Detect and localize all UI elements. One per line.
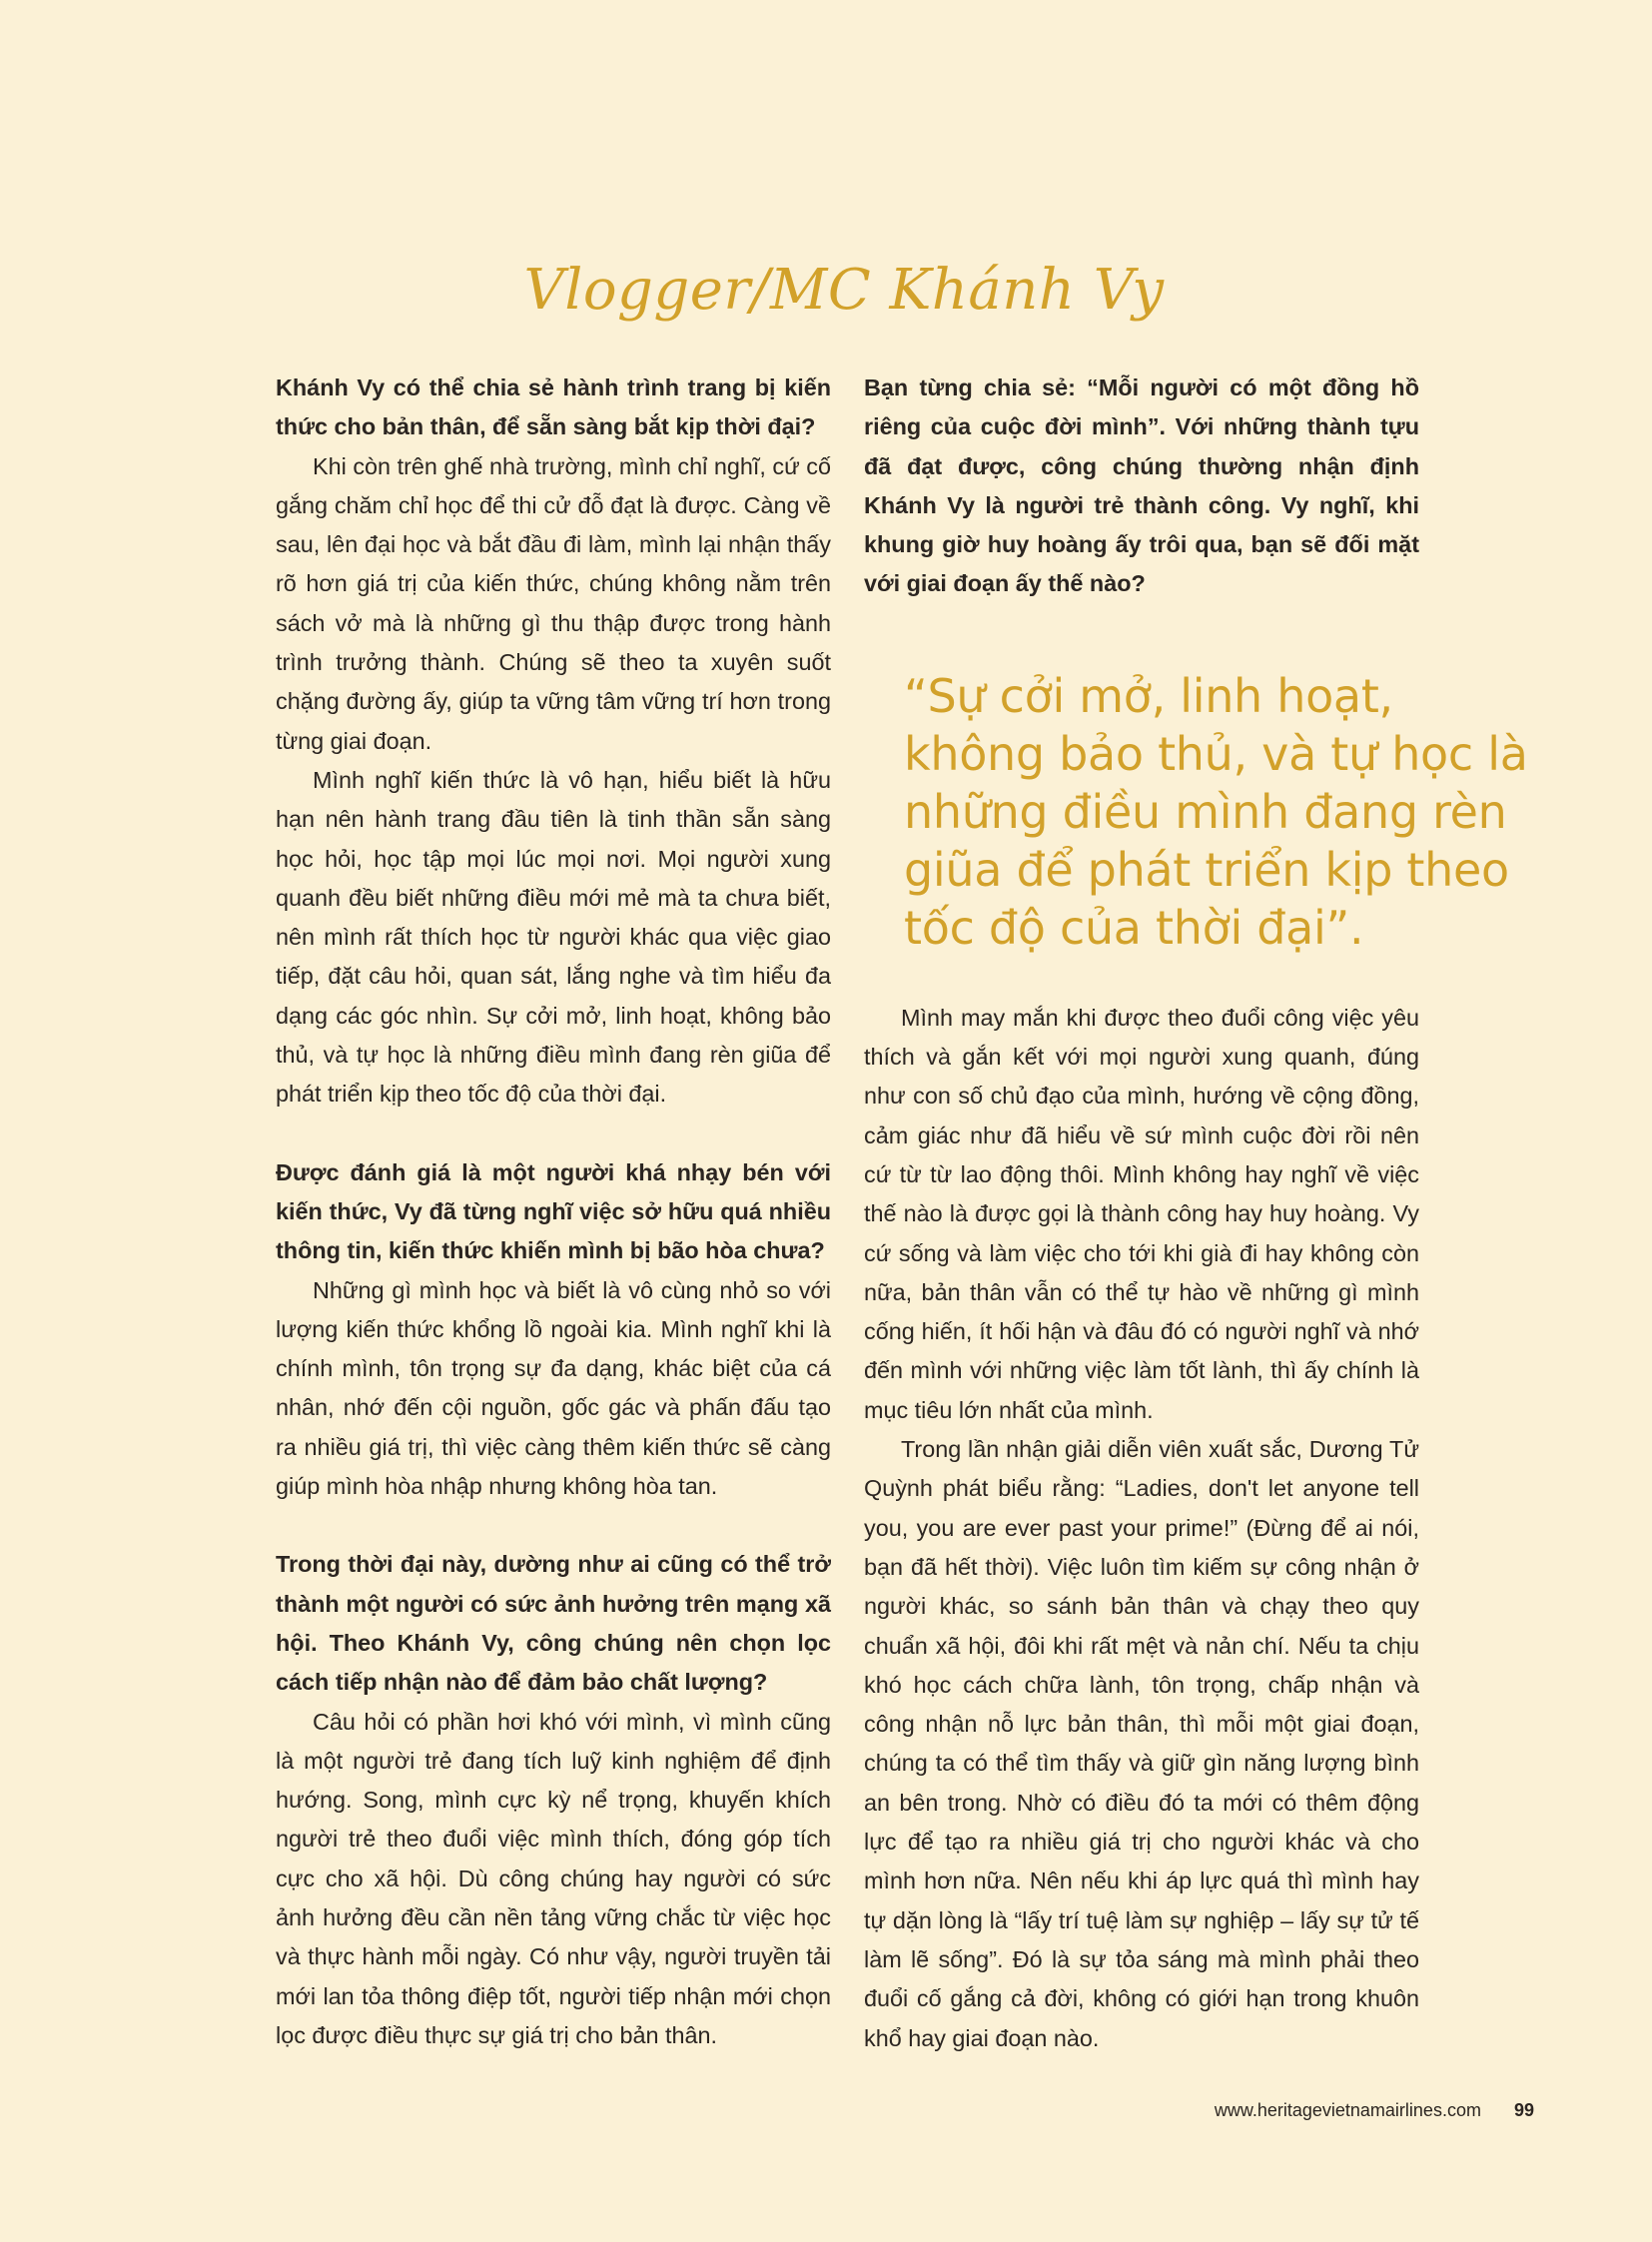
article-title: Vlogger/MC Khánh Vy <box>523 258 1165 323</box>
answer-2-paragraph-1: Những gì mình học và biết là vô cùng nhỏ so với lượng kiến thức khổng lồ ngoài kia. Mình nghĩ khi là chính mình, tôn trọng sự đa dạng, khác biệt của cá nhân, nhớ đến cội nguồn, gốc gác và phấn đấu tạo ra nhiều giá trị, thì việc càng thêm kiến thức sẽ càng giúp mình hòa nhập nhưng không hòa tan. <box>276 1276 831 1500</box>
question-2: Được đánh giá là một người khá nhạy bén với kiến thức, Vy đã từng nghĩ việc sở hữu quá nhiều thông tin, kiến thức khiến mình bị bão hòa chưa? <box>276 1158 831 1264</box>
website-link[interactable]: www.heritagevietnamairlines.com <box>1214 2100 1481 2120</box>
pull-quote: “Sự cởi mở, linh hoạt, không bảo thủ, và tự học là những điều mình đang rèn giũa để phát triển kịp theo tốc độ của thời đại”. <box>904 668 1528 955</box>
left-column <box>276 369 831 2055</box>
answer-1-paragraph-2: Mình nghĩ kiến thức là vô hạn, hiểu biết là hữu hạn nên hành trang đầu tiên là tinh thần sẵn sàng học hỏi, học tập mọi lúc mọi nơi. Mọi người xung quanh đều biết những điều mới mẻ mà ta chưa biết, nên mình rất thích học từ người khác qua việc giao tiếp, đặt câu hỏi, quan sát, lắng nghe và tìm hiểu đa dạng các góc nhìn. Sự cởi mở, linh hoạt, không bảo thủ, và tự học là những điều mình đang rèn giũa để phát triển kịp theo tốc độ của thời đại. <box>276 766 831 1108</box>
question-1: Khánh Vy có thể chia sẻ hành trình trang bị kiến thức cho bản thân, để sẵn sàng bắt kịp thời đại? <box>276 374 831 440</box>
answer-3-paragraph-1: Câu hỏi có phần hơi khó với mình, vì mình cũng là một người trẻ đang tích luỹ kinh nghiệm để định hướng. Song, mình cực kỳ nể trọng, khuyến khích người trẻ theo đuổi việc mình thích, đóng góp tích cực cho xã hội. Dù công chúng hay người có sức ảnh hưởng đều cần nền tảng vững chắc từ việc học và thực hành mỗi ngày. Có như vậy, người truyền tải mới lan tỏa thông điệp tốt, người tiếp nhận mới chọn lọc được điều thực sự giá trị cho bản thân. <box>276 1708 831 2048</box>
right-column <box>864 369 1528 2058</box>
question-3: Trong thời đại này, dường như ai cũng có thể trở thành một người có sức ảnh hưởng trên mạng xã hội. Theo Khánh Vy, công chúng nên chọn lọc cách tiếp nhận nào để đảm bảo chất lượng? <box>276 1551 831 1696</box>
answer-4-paragraph-2: Trong lần nhận giải diễn viên xuất sắc, Dương Tử Quỳnh phát biểu rằng: “Ladies, don't let anyone tell you, you are ever past your prime!” (Đừng để ai nói, bạn đã hết thời). Việc luôn tìm kiếm sự công nhận ở người khác, so sánh bản thân và chạy theo quy chuẩn xã hội, đôi khi rất mệt và nản chí. Nếu ta chịu khó học cách chữa lành, tôn trọng, chấp nhận và công nhận nỗ lực bản thân, thì mỗi một giai đoạn, chúng ta có thể tìm thấy và giữ gìn năng lượng bình an bên trong. Nhờ có điều đó ta mới có thêm động lực để tạo ra nhiều giá trị cho người khác và cho mình hơn nữa. Nên nếu khi áp lực quá thì mình hay tự dặn lòng là “lấy trí tuệ làm sự nghiệp – lấy sự tử tế làm lẽ sống”. Đó là sự tỏa sáng mà mình phải theo đuổi cố gắng cả đời, không có giới hạn trong khuôn khổ hay giai đoạn nào. <box>864 1436 1419 2051</box>
answer-4-paragraph-1: Mình may mắn khi được theo đuổi công việc yêu thích và gắn kết với mọi người xung quanh, đúng như con số chủ đạo của mình, hướng về cộng đồng, cảm giác như đã hiểu về sứ mình cuộc đời rồi nên cứ từ từ lao động thôi. Mình không hay nghĩ về việc thế nào là được gọi là thành công hay huy hoàng. Vy cứ sống và làm việc cho tới khi già đi hay không còn nữa, bản thân vẫn có thể tự hào về những gì mình cống hiến, ít hối hận và đâu đó có người nghĩ và nhớ đến mình với những việc làm tốt lành, thì ấy chính là mục tiêu lớn nhất của mình. <box>864 1004 1419 1423</box>
question-4: Bạn từng chia sẻ: “Mỗi người có một đồng hồ riêng của cuộc đời mình”. Với những thành tựu đã đạt được, công chúng thường nhận định Khánh Vy là người trẻ thành công. Vy nghĩ, khi khung giờ huy hoàng ấy trôi qua, bạn sẽ đối mặt với giai đoạn ấy thế nào? <box>864 374 1419 597</box>
answer-1-paragraph-1: Khi còn trên ghế nhà trường, mình chỉ nghĩ, cứ cố gắng chăm chỉ học để thi cử đỗ đạt là được. Càng về sau, lên đại học và bắt đầu đi làm, mình lại nhận thấy rõ hơn giá trị của kiến thức, chúng không nằm trên sách vở mà là những gì thu thập được trong hành trình trưởng thành. Chúng sẽ theo ta xuyên suốt chặng đường ấy, giúp ta vững tâm vững trí hơn trong từng giai đoạn. <box>276 452 831 754</box>
page-number: 99 <box>1513 2100 1534 2120</box>
page-footer <box>1215 2100 1534 2121</box>
